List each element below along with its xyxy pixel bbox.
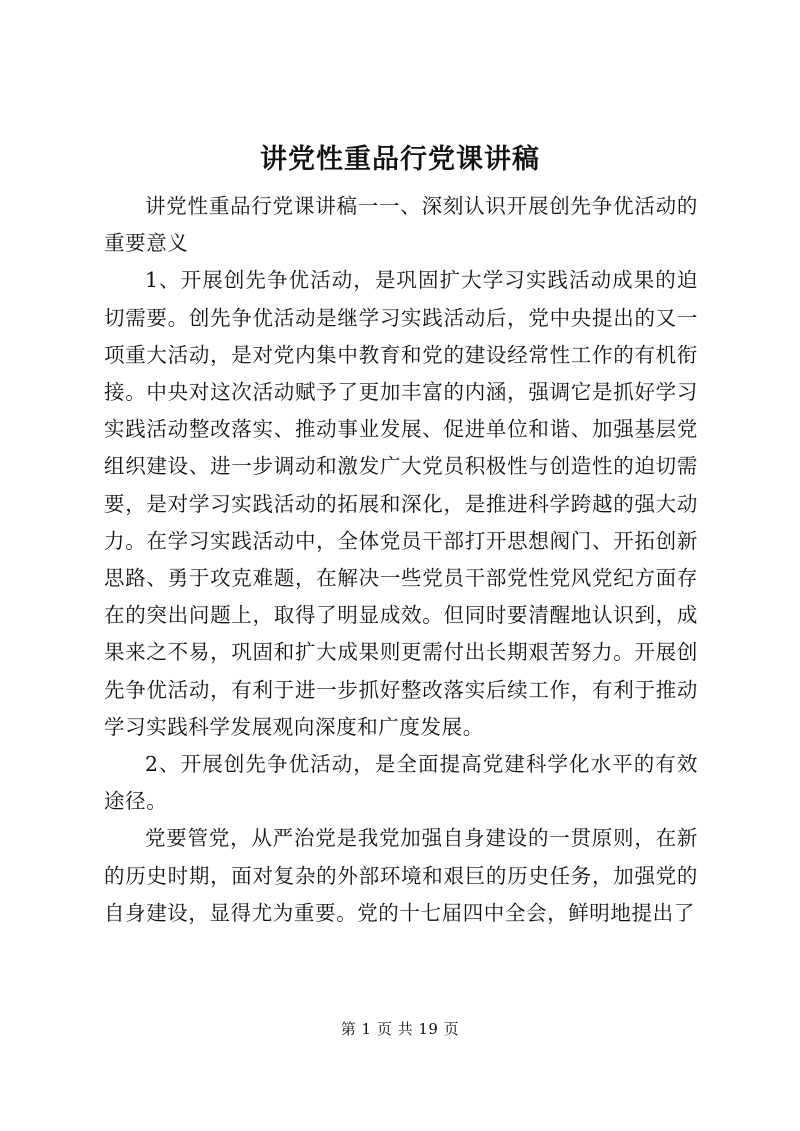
paragraph-continuation: 党要管党，从严治党是我党加强自身建设的一贯原则，在新的历史时期，面对复杂的外部环境和艰巨的历史任务，加强党的自身建设，显得尤为重要。党的十七届四中全会，鲜明地提出了 <box>104 826 698 925</box>
page-footer: 第 1 页 共 19 页 <box>340 1020 460 1038</box>
paragraph-point-1: 1、开展创先争优活动，是巩固扩大学习实践活动成果的迫切需要。创先争优活动是继学习实践活动后，党中央提出的又一项重大活动，是对党内集中教育和党的建设经常性工作的有机衔接。中央对这次活动赋予了更加丰富的内涵，强调它是抓好学习实践活动整改落实、推动事业发展、促进单位和谐、加强基层党组织建设、进一步调动和激发广大党员积极性与创造性的迫切需要，是对学习实践活动的拓展和深化，是推进科学跨越的强大动力。在学习实践活动中，全体党员干部打开思想阀门、开拓创新思路、勇于攻克难题，在解决一些党员干部党性党风党纪方面存在的突出问题上，取得了明显成效。但同时要清醒地认识到，成果来之不易，巩固和扩大成果则更需付出长期艰苦努力。开展创先争优活动，有利于进一步抓好整改落实后续工作，有利于推动学习实践科学发展观向深度和广度发展。 <box>104 268 698 739</box>
paragraph-intro: 讲党性重品行党课讲稿一一、深刻认识开展创先争优活动的重要意义 <box>104 194 698 256</box>
paragraph-point-2: 2、开展创先争优活动，是全面提高党建科学化水平的有效途径。 <box>104 752 698 814</box>
document-body <box>104 188 698 932</box>
document-title: 讲党性重品行党课讲稿 <box>260 144 540 175</box>
